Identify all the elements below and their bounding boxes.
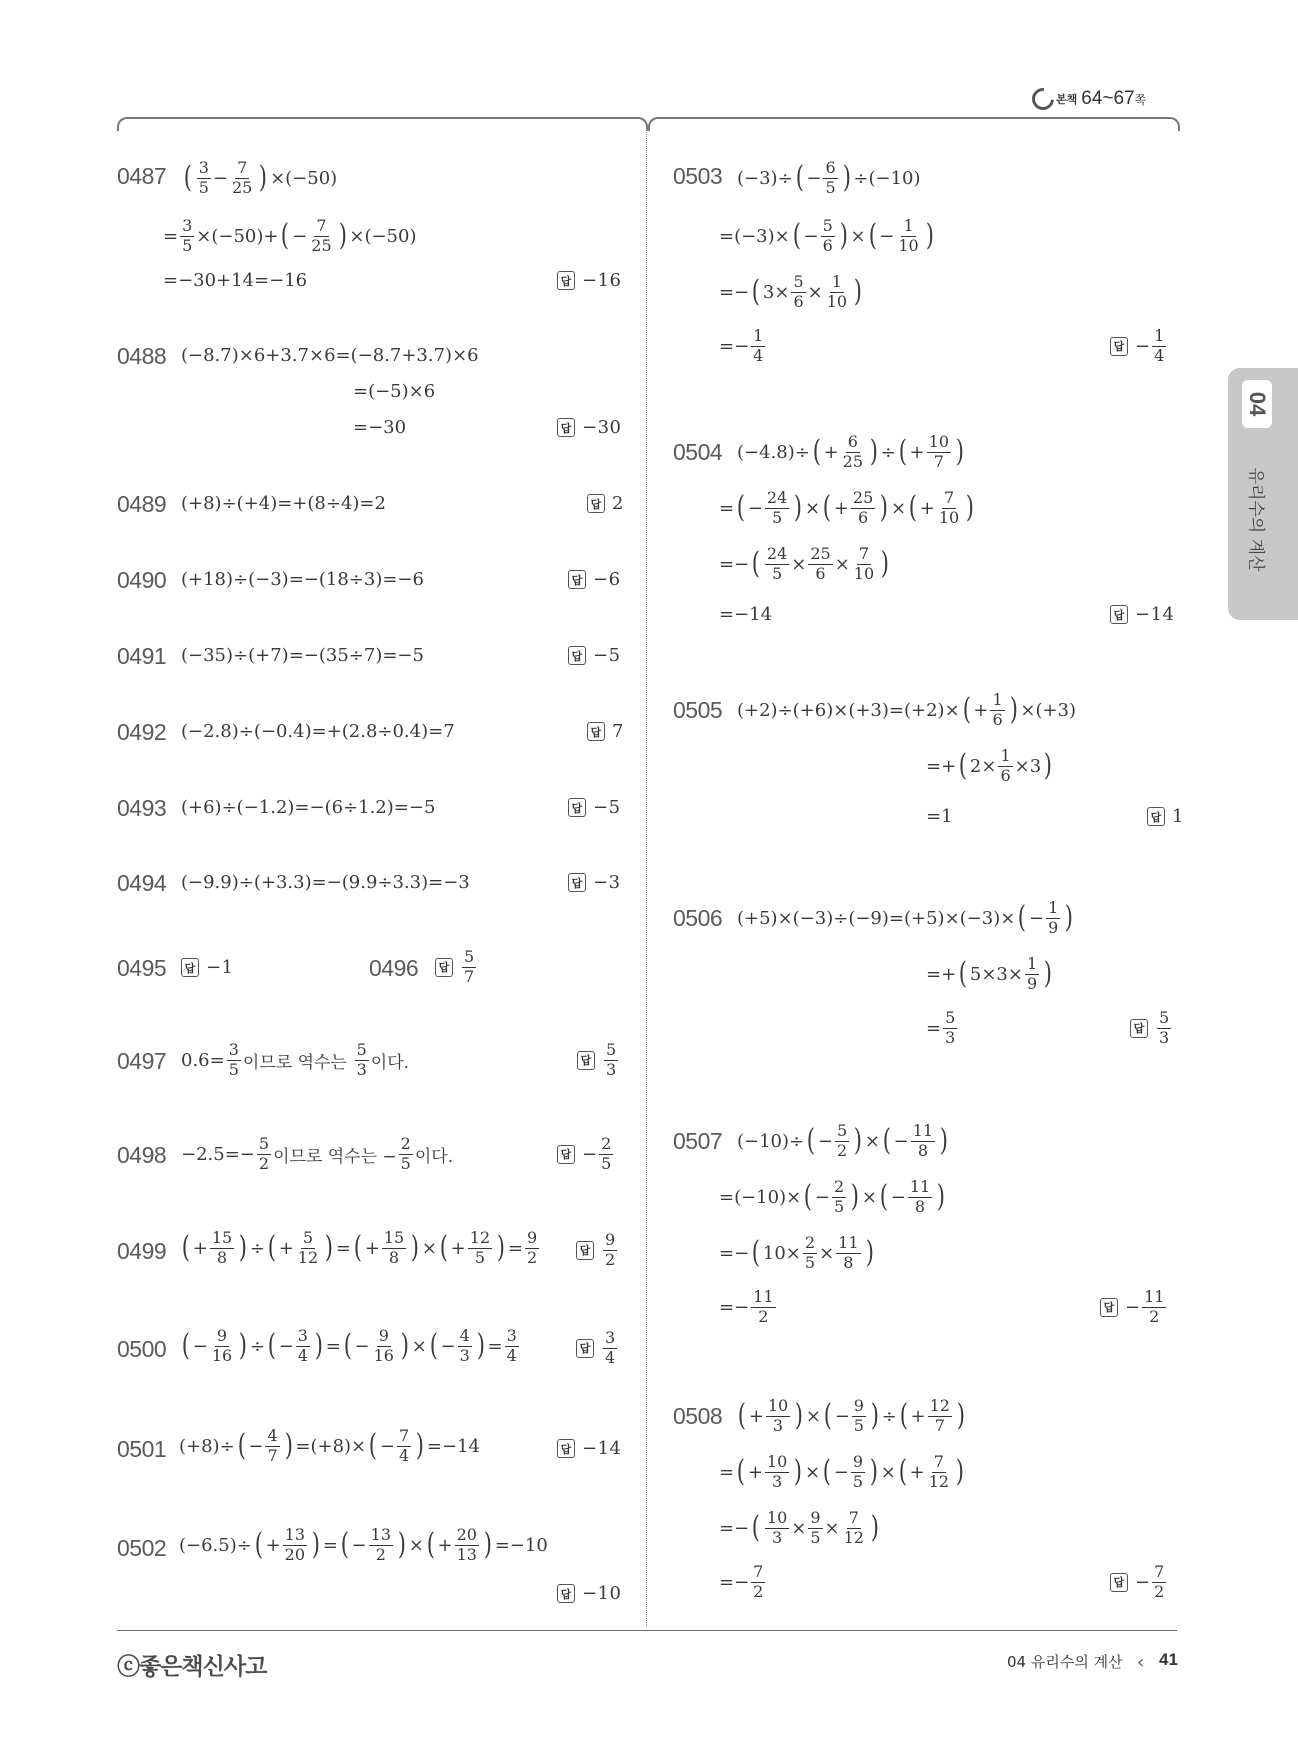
textbook-page-reference (1032, 88, 1146, 110)
answer-mark-icon: 답 (557, 1145, 575, 1164)
answer-mark-icon: 답 (587, 722, 605, 741)
answer: 답 $\frac{3}{4}$ (576, 1330, 619, 1367)
answer: 답 −30 (557, 417, 622, 438)
problem-number: 0491 (117, 643, 167, 669)
answer-mark-icon: 답 (557, 418, 575, 437)
answer: 답 − $\frac{2}{5}$ (557, 1136, 615, 1173)
answer: 답 $\frac{5}{3}$ (577, 1042, 620, 1079)
solution-line: = ( − $\frac{24}{5}$ ) × ( + $\frac{25}{6}$ ) × ( + $\frac{7}{10}$ ) (719, 488, 975, 527)
solution-line: ( $\frac{3}{5}$ − $\frac{7}{25}$ ) ×(−50) (183, 158, 338, 197)
problem-number: 0489 (117, 491, 167, 517)
chevron-left-icon: ‹ (1137, 1652, 1145, 1673)
answer: 답 −14 (1110, 604, 1175, 625)
answer-mark-icon: 답 (587, 494, 605, 513)
page-range: 64~67쪽 (1081, 88, 1147, 109)
answer: 답 −5 (568, 797, 621, 818)
answer-mark-icon: 답 (568, 873, 586, 892)
problem-number: 0503 (673, 163, 723, 189)
solution-line: =+ ( 2× $\frac{1}{6}$ ×3 ) (926, 746, 1053, 785)
answer: 답 −6 (568, 569, 621, 590)
solution-line: =+ ( 5×3× $\frac{1}{9}$ ) (926, 954, 1053, 993)
solution-line: =− ( 3× $\frac{5}{6}$ × $\frac{1}{10}$ ) (719, 272, 863, 311)
answer-mark-icon: 답 (557, 1439, 575, 1458)
answer-mark-icon: 답 (1100, 1298, 1118, 1317)
solution-line: =− $\frac{1}{4}$ (719, 326, 764, 365)
answer-mark-icon: 답 (576, 1339, 594, 1358)
answer-mark-icon: 답 (1130, 1019, 1148, 1038)
answer-mark-icon: 답 (557, 271, 575, 290)
answer-mark-icon: 답 (1147, 807, 1165, 826)
answer: 답 −14 (557, 1438, 622, 1459)
solution-line: =1 (926, 806, 953, 827)
solution-line: =(−3)× ( − $\frac{5}{6}$ ) × ( − $\frac{1}{10}$ ) (719, 216, 934, 255)
answer: 답 −10 (557, 1583, 622, 1604)
answer-mark-icon: 답 (568, 570, 586, 589)
solution-line: (−6.5)÷ ( + $\frac{13}{20}$ ) = ( − $\frac{13}{2}$ ) × ( + $\frac{20}{13}$ ) =−10 (179, 1525, 548, 1564)
solution-line: = ( + $\frac{10}{3}$ ) × ( − $\frac{9}{5}$ ) × ( + $\frac{7}{12}$ ) (719, 1452, 965, 1491)
answer-mark-icon: 답 (577, 1051, 595, 1070)
solution-line: (−35)÷(+7)=−(35÷7)=−5 (181, 645, 424, 666)
solution-line: (+18)÷(−3)=−(18÷3)=−6 (181, 569, 424, 590)
answer: 답 −5 (568, 645, 621, 666)
left-column-frame (117, 117, 648, 131)
solution-line: (+8)÷(+4)=+(8÷4)=2 (181, 493, 386, 514)
problem-number: 0500 (117, 1336, 167, 1362)
problem-number: 0488 (117, 343, 167, 369)
problem-number: 0495 (117, 955, 167, 981)
answer: 답 1 (1147, 806, 1184, 827)
answer-mark-icon: 답 (435, 958, 453, 977)
answer: 답 − $\frac{11}{2}$ (1100, 1289, 1168, 1326)
chapter-number-badge: 04 (1242, 380, 1272, 428)
solution-line: ( + $\frac{15}{8}$ ) ÷ ( + $\frac{5}{12}$ ) = ( + $\frac{15}{8}$ ) × ( + $\frac{12}{5}$ ) = $\frac{9}{2}$ (181, 1228, 538, 1267)
solution-line: (−8.7)×6+3.7×6=(−8.7+3.7)×6 (181, 345, 479, 366)
problem-number: 0508 (673, 1403, 723, 1429)
answer-mark-icon: 답 (568, 646, 586, 665)
answer: 답 2 (587, 493, 624, 514)
answer: 답 −1 (181, 957, 234, 978)
solution-line: = $\frac{5}{3}$ (926, 1008, 956, 1047)
answer-mark-icon: 답 (1110, 1573, 1128, 1592)
solution-line: =− $\frac{11}{2}$ (719, 1287, 774, 1326)
solution-line: (−4.8)÷ ( + $\frac{6}{25}$ ) ÷ ( + $\frac{10}{7}$ ) (737, 432, 964, 471)
problem-number: 0490 (117, 567, 167, 593)
answer-mark-icon: 답 (568, 798, 586, 817)
solution-line: =− ( 10× $\frac{2}{5}$ × $\frac{11}{8}$ ) (719, 1233, 874, 1272)
solution-line: =(−5)×6 (353, 381, 436, 402)
solution-line: =−30+14=−16 (163, 270, 308, 291)
solution-line: (−3)÷ ( − $\frac{6}{5}$ ) ÷(−10) (737, 158, 921, 197)
problem-number: 0498 (117, 1142, 167, 1168)
problem-number: 0505 (673, 697, 723, 723)
answer: 답 −3 (568, 872, 621, 893)
footer-chapter-title: 04 유리수의 계산 (1007, 1653, 1123, 1671)
answer: 답 $\frac{9}{2}$ (576, 1232, 619, 1269)
answer-mark-icon: 답 (576, 1241, 594, 1260)
solution-line: (+8)÷ ( − $\frac{4}{7}$ ) =(+8)× ( − $\frac{7}{4}$ ) =−14 (179, 1426, 480, 1465)
problem-number: 0494 (117, 870, 167, 896)
publisher-logo: ⓒ좋은책신사고 (117, 1654, 267, 1680)
problem-number: 0487 (117, 163, 167, 189)
solution-line: 0.6= $\frac{3}{5}$ 이므로 역수는 $\frac{5}{3}$ 이다. (181, 1040, 410, 1079)
return-arrow-icon (1028, 84, 1059, 115)
column-divider (646, 127, 647, 1627)
chapter-title-vertical: 유리수의 계산 (1245, 467, 1266, 571)
solution-line: =−30 (353, 417, 407, 438)
solution-line: =− $\frac{7}{2}$ (719, 1562, 764, 1601)
solution-line: (−9.9)÷(+3.3)=−(9.9÷3.3)=−3 (181, 872, 470, 893)
problem-number: 0492 (117, 719, 167, 745)
answer-mark-icon: 답 (557, 1584, 575, 1603)
answer-mark-icon: 답 (181, 958, 199, 977)
solution-line: =− ( $\frac{24}{5}$ × $\frac{25}{6}$ × $\frac{7}{10}$ ) (719, 544, 890, 583)
problem-number: 0499 (117, 1238, 167, 1264)
solution-line: (−2.8)÷(−0.4)=+(2.8÷0.4)=7 (181, 721, 455, 742)
answer: 답 $\frac{5}{7}$ (435, 949, 478, 986)
solution-line: = $\frac{3}{5}$ ×(−50)+ ( − $\frac{7}{25}$ ) ×(−50) (163, 216, 417, 255)
solution-line: ( − $\frac{9}{16}$ ) ÷ ( − $\frac{3}{4}$ ) = ( − $\frac{9}{16}$ ) × ( − $\frac{4}{3}$ ) = $\frac{3}{4}$ (181, 1326, 517, 1365)
problem-number: 0507 (673, 1128, 723, 1154)
answer-mark-icon: 답 (1110, 605, 1128, 624)
solution-line: =(−10)× ( − $\frac{2}{5}$ ) × ( − $\frac{11}{8}$ ) (719, 1177, 946, 1216)
answer: 답 − $\frac{7}{2}$ (1110, 1564, 1168, 1601)
problem-number: 0502 (117, 1535, 167, 1561)
solution-line: (+2)÷(+6)×(+3)=(+2)× ( + $\frac{1}{6}$ ) ×(+3) (737, 690, 1077, 729)
problem-number: 0504 (673, 439, 723, 465)
footer-rule (117, 1630, 1177, 1631)
problem-number: 0497 (117, 1048, 167, 1074)
book-label: 본책 (1056, 93, 1078, 106)
problem-number: 0501 (117, 1436, 167, 1462)
problem-number: 0496 (369, 955, 419, 981)
solution-line: (+6)÷(−1.2)=−(6÷1.2)=−5 (181, 797, 436, 818)
answer: 답 $\frac{5}{3}$ (1130, 1010, 1173, 1047)
page-number: 41 (1159, 1650, 1178, 1669)
problem-number: 0493 (117, 795, 167, 821)
solution-line: =− ( $\frac{10}{3}$ × $\frac{9}{5}$ × $\frac{7}{12}$ ) (719, 1508, 879, 1547)
solution-line: ( + $\frac{10}{3}$ ) × ( − $\frac{9}{5}$ ) ÷ ( + $\frac{12}{7}$ ) (737, 1396, 965, 1435)
answer: 답 − $\frac{1}{4}$ (1110, 328, 1168, 365)
chapter-side-tab (1228, 368, 1298, 620)
solution-line: (+5)×(−3)÷(−9)=(+5)×(−3)× ( − $\frac{1}{9}$ ) (737, 898, 1074, 937)
problem-number: 0506 (673, 905, 723, 931)
answer-mark-icon: 답 (1110, 337, 1128, 356)
right-column-frame (648, 117, 1180, 131)
solution-line: (−10)÷ ( − $\frac{5}{2}$ ) × ( − $\frac{11}{8}$ ) (737, 1121, 949, 1160)
answer: 답 −16 (557, 270, 622, 291)
solution-line: −2.5=− $\frac{5}{2}$ 이므로 역수는 − $\frac{2}{5}$ 이다. (181, 1134, 454, 1173)
answer: 답 7 (587, 721, 624, 742)
solution-line: =−14 (719, 604, 773, 625)
